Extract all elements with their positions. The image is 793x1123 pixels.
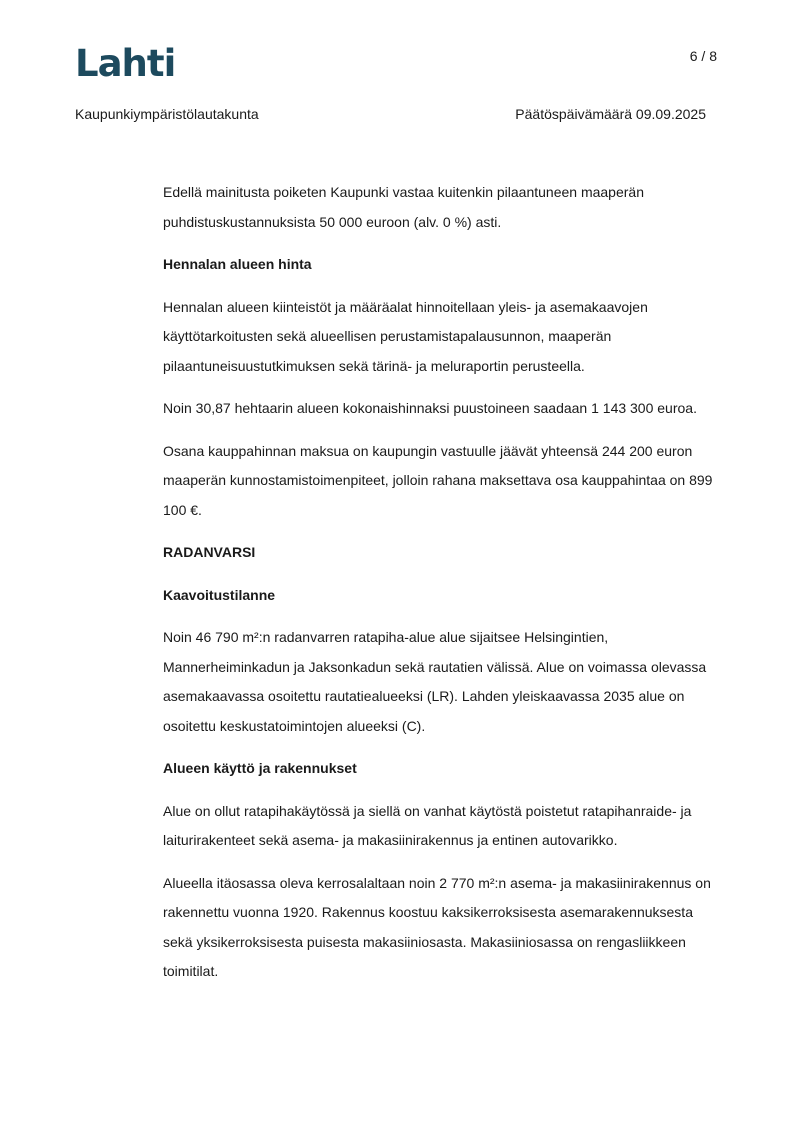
- paragraph: Noin 30,87 hehtaarin alueen kokonaishinnaksi puustoineen saadaan 1 143 300 euroa.: [163, 400, 697, 416]
- paragraph: Noin 46 790 m²:n radanvarren ratapiha-alue alue sijaitsee Helsingintien, Mannerheiminkadun ja Jaksonkadun sekä rautatien välissä. Alue on voimassa olevassa asemakaavassa osoitettu rautatiealueeksi (LR). Lahden yleiskaavassa 2035 alue on osoitettu keskustatoimintojen alueeksi (C).: [163, 629, 707, 734]
- page-number: 6 / 8: [689, 48, 717, 64]
- lahti-logo: Lahti: [75, 42, 176, 85]
- paragraph: Alueella itäosassa oleva kerrosalaltaan noin 2 770 m²:n asema- ja makasiinirakennus on rakennettu vuonna 1920. Rakennus koostuu kaksikerroksisesta asemarakennuksesta sekä yksikerroksisesta puisesta makasiiniosasta. Makasiiniosassa on rengasliikkeen toimitilat.: [163, 874, 711, 979]
- paragraph: Edellä mainitusta poiketen Kaupunki vastaa kuitenkin pilaantuneen maaperän puhdistuskustannuksista 50 000 euroon (alv. 0 %) asti.: [163, 184, 644, 230]
- section-heading: RADANVARSI: [163, 544, 256, 560]
- section-heading: Hennalan alueen hinta: [163, 256, 312, 272]
- paragraph: Alue on ollut ratapihakäytössä ja siellä on vanhat käytöstä poistetut ratapihanraide- ja laiturirakenteet sekä asema- ja makasiinirakennus ja entinen autovarikko.: [163, 802, 692, 848]
- document-body: [163, 178, 723, 1000]
- section-heading: Alueen käyttö ja rakennukset: [163, 760, 357, 776]
- committee-name: Kaupunkiympäristölautakunta: [75, 106, 259, 122]
- paragraph: Hennalan alueen kiinteistöt ja määräalat hinnoitellaan yleis- ja asemakaavojen käyttötarkoitusten sekä alueellisen perustamistapalausunnon, maaperän pilaantuneisuustutkimuksen sekä tärinä- ja meluraportin perusteella.: [163, 298, 648, 374]
- section-heading: Kaavoitustilanne: [163, 586, 276, 603]
- decision-date: Päätöspäivämäärä 09.09.2025: [515, 106, 706, 122]
- paragraph: Osana kauppahinnan maksua on kaupungin vastuulle jäävät yhteensä 244 200 euron maaperän kunnostamistoimenpiteet, jolloin rahana maksettava osa kauppahintaa on 899 100 €.: [163, 442, 713, 518]
